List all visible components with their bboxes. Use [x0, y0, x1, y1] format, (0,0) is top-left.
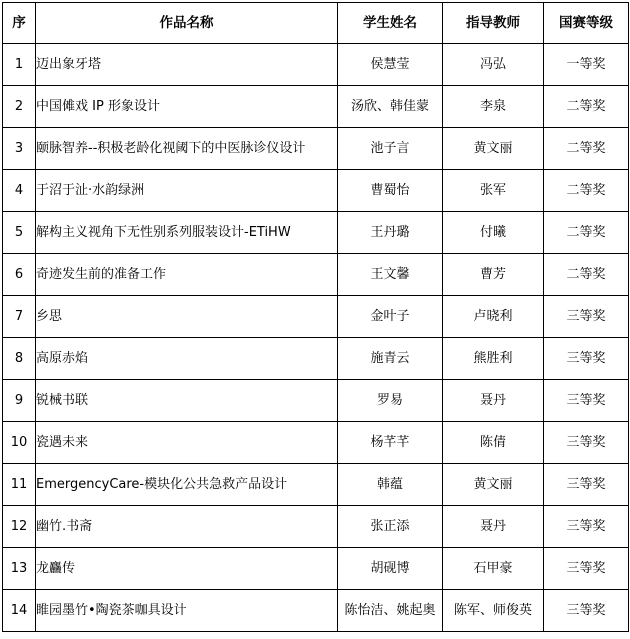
cell-student: 韩蕴: [338, 464, 443, 506]
table-row: [3, 212, 629, 254]
cell-title: 解构主义视角下无性别系列服装设计-ETiHW: [36, 212, 338, 254]
cell-title: 瓷遇未来: [36, 422, 338, 464]
cell-student: 陈怡洁、姚起奥: [338, 590, 443, 632]
cell-title: 龙麤传: [36, 548, 338, 590]
cell-student: 施青云: [338, 338, 443, 380]
cell-teacher: 陈军、师俊英: [443, 590, 544, 632]
cell-teacher: 卢晓利: [443, 296, 544, 338]
cell-title: 乡思: [36, 296, 338, 338]
cell-teacher: 聂丹: [443, 380, 544, 422]
cell-student: 胡砚博: [338, 548, 443, 590]
cell-seq: 9: [3, 380, 36, 422]
cell-seq: 12: [3, 506, 36, 548]
cell-teacher: 张军: [443, 170, 544, 212]
table-row: [3, 254, 629, 296]
cell-level: 三等奖: [544, 506, 629, 548]
cell-seq: 2: [3, 86, 36, 128]
table-row: [3, 464, 629, 506]
cell-student: 杨芊芊: [338, 422, 443, 464]
table-row: [3, 506, 629, 548]
table-row: [3, 86, 629, 128]
cell-seq: 1: [3, 44, 36, 86]
cell-teacher: 陈倩: [443, 422, 544, 464]
cell-seq: 8: [3, 338, 36, 380]
header-level: 国赛等级: [544, 3, 629, 44]
cell-seq: 7: [3, 296, 36, 338]
cell-teacher: 聂丹: [443, 506, 544, 548]
cell-student: 金叶子: [338, 296, 443, 338]
cell-teacher: 熊胜利: [443, 338, 544, 380]
cell-level: 三等奖: [544, 422, 629, 464]
cell-level: 二等奖: [544, 170, 629, 212]
cell-seq: 4: [3, 170, 36, 212]
cell-level: 二等奖: [544, 254, 629, 296]
cell-level: 二等奖: [544, 128, 629, 170]
header-title: 作品名称: [36, 3, 338, 44]
cell-seq: 14: [3, 590, 36, 632]
cell-student: 曹蜀怡: [338, 170, 443, 212]
cell-title: 睢园墨竹•陶瓷茶咖具设计: [36, 590, 338, 632]
cell-student: 侯慧莹: [338, 44, 443, 86]
header-student: 学生姓名: [338, 3, 443, 44]
table-body: [3, 44, 629, 632]
cell-title: 颐脉智养--积极老龄化视阈下的中医脉诊仪设计: [36, 128, 338, 170]
cell-seq: 3: [3, 128, 36, 170]
cell-student: 王丹璐: [338, 212, 443, 254]
cell-title: 锐械书联: [36, 380, 338, 422]
awards-table: [2, 2, 629, 632]
cell-title: 于沼于沚·水韵绿洲: [36, 170, 338, 212]
cell-teacher: 付曦: [443, 212, 544, 254]
cell-teacher: 石甲豪: [443, 548, 544, 590]
table-row: [3, 590, 629, 632]
cell-student: 汤欣、韩佳蒙: [338, 86, 443, 128]
table-row: [3, 338, 629, 380]
table-row: [3, 44, 629, 86]
cell-student: 罗易: [338, 380, 443, 422]
cell-seq: 6: [3, 254, 36, 296]
cell-title: EmergencyCare-模块化公共急救产品设计: [36, 464, 338, 506]
cell-teacher: 黄文丽: [443, 128, 544, 170]
table-row: [3, 170, 629, 212]
table-row: [3, 548, 629, 590]
cell-teacher: 李泉: [443, 86, 544, 128]
header-row: [3, 3, 629, 44]
cell-student: 张正添: [338, 506, 443, 548]
header-seq: 序: [3, 3, 36, 44]
table-row: [3, 296, 629, 338]
cell-level: 三等奖: [544, 590, 629, 632]
cell-level: 二等奖: [544, 212, 629, 254]
cell-student: 池子言: [338, 128, 443, 170]
cell-level: 三等奖: [544, 548, 629, 590]
cell-level: 二等奖: [544, 86, 629, 128]
cell-teacher: 曹芳: [443, 254, 544, 296]
cell-title: 奇迹发生前的准备工作: [36, 254, 338, 296]
table-row: [3, 128, 629, 170]
cell-level: 一等奖: [544, 44, 629, 86]
cell-level: 三等奖: [544, 380, 629, 422]
cell-seq: 11: [3, 464, 36, 506]
cell-level: 三等奖: [544, 338, 629, 380]
table-header: [3, 3, 629, 44]
cell-teacher: 黄文丽: [443, 464, 544, 506]
header-teacher: 指导教师: [443, 3, 544, 44]
cell-seq: 10: [3, 422, 36, 464]
cell-level: 三等奖: [544, 464, 629, 506]
cell-title: 迈出象牙塔: [36, 44, 338, 86]
cell-seq: 13: [3, 548, 36, 590]
table-row: [3, 380, 629, 422]
cell-teacher: 冯弘: [443, 44, 544, 86]
cell-title: 高原赤焰: [36, 338, 338, 380]
cell-title: 幽竹.书斋: [36, 506, 338, 548]
cell-level: 三等奖: [544, 296, 629, 338]
cell-student: 王文馨: [338, 254, 443, 296]
cell-title: 中国傩戏 IP 形象设计: [36, 86, 338, 128]
table-row: [3, 422, 629, 464]
cell-seq: 5: [3, 212, 36, 254]
